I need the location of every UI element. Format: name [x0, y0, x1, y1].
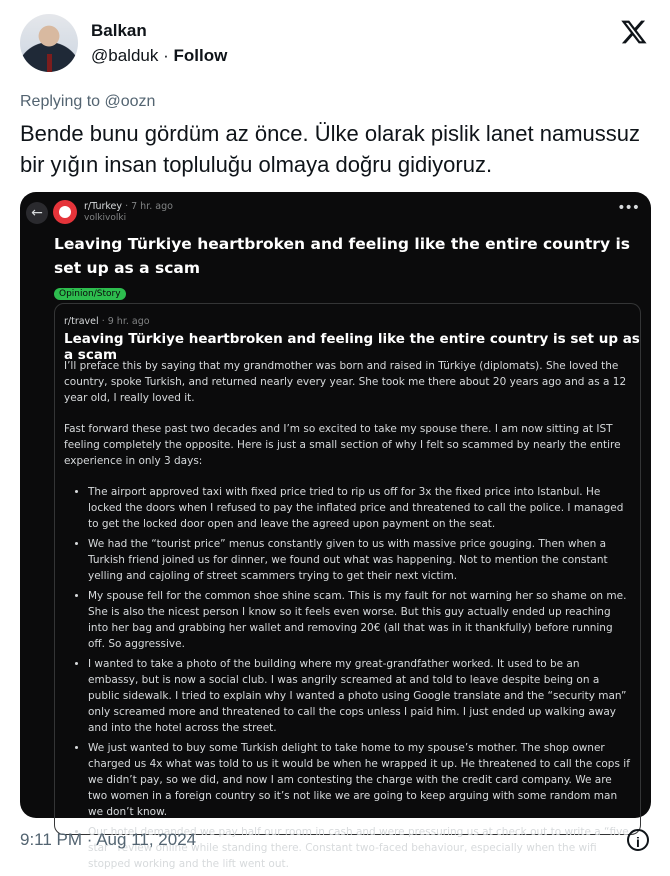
post-title: Leaving Türkiye heartbroken and feeling like the entire country is set up as a scam [54, 235, 630, 277]
subreddit-name[interactable]: r/Turkey [84, 201, 123, 212]
list-item: • The airport approved taxi with fixed price tried to rip us off for 3x the fixed price into Istanbul. He locked the doors when I refused to pay the inflated price and threatened to call the police. I managed to get the locked door open and leave the agreed upon payment on the seat. [88, 484, 632, 532]
list-item: • We just wanted to buy some Turkish delight to take home to my spouse’s mother. The shop owner charged us 4x what was told to us it would be when he wrapped it up. He threatened to call the cops if we didn’t pay, so we did, and now I am contesting the charge with the credit card company. We are two women in a foreign country so it’s not like we are going to keep arguing with some random man we don’t know. [88, 740, 632, 820]
subreddit-icon [53, 200, 77, 224]
more-options-icon[interactable]: ••• [617, 200, 639, 216]
author-name[interactable]: Balkan [91, 21, 147, 40]
tweet-header [20, 14, 650, 74]
author-handle-row [91, 46, 227, 66]
list-item: • Our hotel demanded we pay half our room in cash and were pressuring us at check out to write a “five star” review online while standing there. Constant two-faced behaviour, especially when the wifi stopped working and the lift went out. [88, 824, 632, 872]
body-paragraph: I’ll preface this by saying that my grandmother was born and raised in Türkiye (diplomats). She loved the country, spoke Turkish, and returned nearly every year. She took me there about 20 years ago and as a 12 year old, I really loved it. [64, 360, 627, 404]
info-icon[interactable]: i [627, 829, 649, 851]
avatar[interactable] [20, 14, 78, 72]
post-username[interactable]: volkivolki [84, 213, 127, 223]
list-item: • My spouse fell for the common shoe shine scam. This is my fault for not warning her so shame on me. She is also the nicest person I know so it feels even worse. But this guy actually ended up reaching into her bag and grabbing her wallet and removing 20€ (all that was in it thankfully) before running off. So aggressive. [88, 588, 632, 652]
crosspost-meta [64, 316, 150, 327]
post-time: · 7 hr. ago [125, 201, 173, 212]
body-paragraph: Fast forward these past two decades and I’m so excited to take my spouse there. I am now sitting at IST feeling completely the opposite. Here is just a small section of why I felt so scammed by nearly the entire experience in only 3 days: [64, 423, 621, 467]
follow-button[interactable]: Follow [173, 46, 228, 65]
crosspost-body [64, 358, 632, 876]
post-meta [84, 201, 173, 212]
back-arrow-icon[interactable]: ← [26, 202, 48, 224]
crosspost-time: · 9 hr. ago [101, 316, 150, 327]
tweet-text: Bende bunu gördüm az önce. Ülke olarak pislik lanet namussuz bir yığın insan topluluğu olmaya doğru gidiyoruz. [20, 121, 641, 177]
crosspost-subreddit[interactable]: r/travel [64, 316, 99, 327]
post-flair: Opinion/Story [54, 288, 126, 300]
scam-list [64, 484, 632, 872]
separator: · [163, 46, 169, 65]
x-logo-icon[interactable] [620, 18, 648, 46]
replying-to: Replying to @oozn [20, 93, 156, 110]
list-item: • We had the “tourist price” menus constantly given to us with massive price gouging. Then when a Turkish friend joined us for dinner, we found out what was happening. Not to mention the constant yelling and cajoling of street scammers trying to get their next victim. [88, 536, 632, 584]
tweet-timestamp[interactable]: 9:11 PM · Aug 11, 2024 [20, 830, 197, 849]
crosspost-title: Leaving Türkiye heartbroken and feeling like the entire country is set up as a scam [64, 331, 640, 363]
list-item: • I wanted to take a photo of the building where my great-grandfather worked. It used to be an embassy, but is now a social club. I was angrily screamed at and told to leave despite being on a public sidewalk. I tried to explain why I wanted a photo using Google translate and the “security man” only screamed more and threatened to call the cops unless I paid him. I just ended up walking away and into the hotel across the street. [88, 656, 632, 736]
author-handle[interactable]: @balduk [91, 46, 159, 65]
